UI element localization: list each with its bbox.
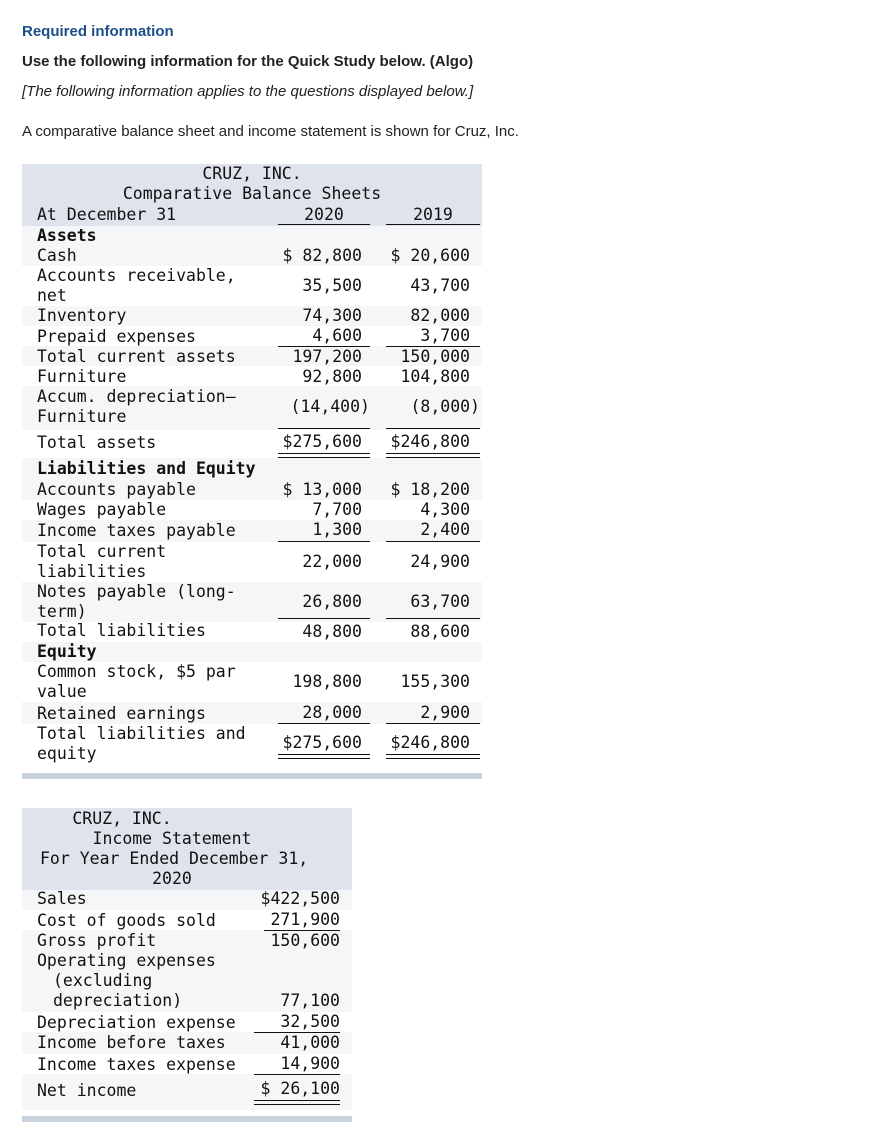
total-assets-label: Total assets	[37, 433, 157, 452]
itp-2020: 1,300	[312, 520, 362, 539]
dep-label: Depreciation expense	[37, 1013, 236, 1032]
wages-label: Wages payable	[37, 500, 167, 519]
opex-label-2: (excluding	[53, 971, 153, 990]
cash-2020: $ 82,800	[282, 246, 362, 265]
equity-heading: Equity	[37, 642, 97, 661]
assets-heading: Assets	[37, 226, 97, 245]
furniture-2020: 92,800	[302, 367, 362, 386]
inventory-2020: 74,300	[302, 306, 362, 325]
bs-col-2020: 2020	[304, 205, 344, 224]
accum-2019: (8,000)	[410, 397, 480, 416]
prepaid-2019: 3,700	[420, 326, 470, 345]
notes-label: Notes payable (long-	[37, 582, 236, 601]
tcl-label: Total current	[37, 542, 167, 561]
tcl-2019: 24,900	[410, 552, 470, 571]
cogs-label: Cost of goods sold	[37, 911, 216, 930]
cogs-value: 271,900	[270, 910, 340, 929]
accum-2020: (14,400)	[290, 397, 370, 416]
total-assets-2019: $246,800	[390, 432, 470, 451]
itp-2019: 2,400	[420, 520, 470, 539]
ni-label: Net income	[37, 1081, 137, 1100]
cs-label: Common stock, $5 par	[37, 662, 236, 681]
cs-2020: 198,800	[292, 672, 362, 691]
ite-value: 14,900	[280, 1054, 340, 1073]
is-company: CRUZ, INC.	[72, 809, 172, 828]
re-2019: 2,900	[420, 703, 470, 722]
inventory-2019: 82,000	[410, 306, 470, 325]
ar-2019: 43,700	[410, 276, 470, 295]
use-following-text: Use the following information for the Quick Study below. (Algo)	[22, 53, 474, 70]
notes-2020: 26,800	[302, 592, 362, 611]
wages-2020: 7,700	[312, 500, 362, 519]
tcl-label-2: liabilities	[37, 562, 147, 581]
gp-label: Gross profit	[37, 931, 157, 950]
sales-value: $422,500	[260, 889, 340, 908]
wages-2019: 4,300	[420, 500, 470, 519]
opex-value: 77,100	[280, 991, 340, 1010]
tle-label-2: equity	[37, 744, 97, 763]
accum-label: Accum. depreciation—	[37, 387, 236, 406]
total-assets-2020: $275,600	[282, 432, 362, 451]
notes-2019: 63,700	[410, 592, 470, 611]
tca-label: Total current assets	[37, 347, 236, 366]
bs-date-label: At December 31	[37, 205, 177, 224]
liabilities-equity-heading: Liabilities and Equity	[37, 459, 256, 478]
cash-label: Cash	[37, 246, 77, 265]
inventory-label: Inventory	[37, 306, 127, 325]
required-information-heading: Required information	[22, 23, 174, 40]
tle-label: Total liabilities and	[37, 724, 246, 743]
cash-2019: $ 20,600	[390, 246, 470, 265]
ibt-label: Income before taxes	[37, 1033, 226, 1052]
tca-2020: 197,200	[292, 347, 362, 366]
opex-label: Operating expenses	[37, 951, 216, 970]
intro-text: A comparative balance sheet and income statement is shown for Cruz, Inc.	[22, 123, 519, 140]
total-liabilities-label: Total liabilities	[37, 621, 206, 640]
ite-label: Income taxes expense	[37, 1055, 236, 1074]
bs-title: Comparative Balance Sheets	[122, 184, 382, 203]
ap-2019: $ 18,200	[390, 480, 470, 499]
total-liabilities-2019: 88,600	[410, 622, 470, 641]
gp-value: 150,600	[270, 931, 340, 950]
ibt-value: 41,000	[280, 1033, 340, 1052]
sales-label: Sales	[37, 889, 87, 908]
prepaid-label: Prepaid expenses	[37, 327, 196, 346]
is-period-year: 2020	[152, 869, 192, 888]
ar-label: Accounts receivable,	[37, 266, 236, 285]
re-2020: 28,000	[302, 703, 362, 722]
bs-company: CRUZ, INC.	[202, 164, 302, 183]
tcl-2020: 22,000	[302, 552, 362, 571]
applies-note: [The following information applies to the questions displayed below.]	[22, 83, 474, 100]
cs-2019: 155,300	[400, 672, 470, 691]
ni-value: $ 26,100	[260, 1079, 340, 1098]
tle-2020: $275,600	[282, 733, 362, 752]
ap-2020: $ 13,000	[282, 480, 362, 499]
ar-label-2: net	[37, 286, 67, 305]
itp-label: Income taxes payable	[37, 521, 236, 540]
furniture-2019: 104,800	[400, 367, 470, 386]
accum-label-2: Furniture	[37, 407, 127, 426]
ar-2020: 35,500	[302, 276, 362, 295]
furniture-label: Furniture	[37, 367, 127, 386]
dep-value: 32,500	[280, 1012, 340, 1031]
is-period: For Year Ended December 31,	[40, 849, 309, 868]
is-title: Income Statement	[92, 829, 252, 848]
tle-2019: $246,800	[390, 733, 470, 752]
ap-label: Accounts payable	[37, 480, 196, 499]
bs-col-2019: 2019	[413, 205, 453, 224]
tca-2019: 150,000	[400, 347, 470, 366]
re-label: Retained earnings	[37, 704, 206, 723]
total-liabilities-2020: 48,800	[302, 622, 362, 641]
prepaid-2020: 4,600	[312, 326, 362, 345]
cs-label-2: value	[37, 682, 87, 701]
notes-label-2: term)	[37, 602, 87, 621]
opex-label-3: depreciation)	[53, 991, 183, 1010]
